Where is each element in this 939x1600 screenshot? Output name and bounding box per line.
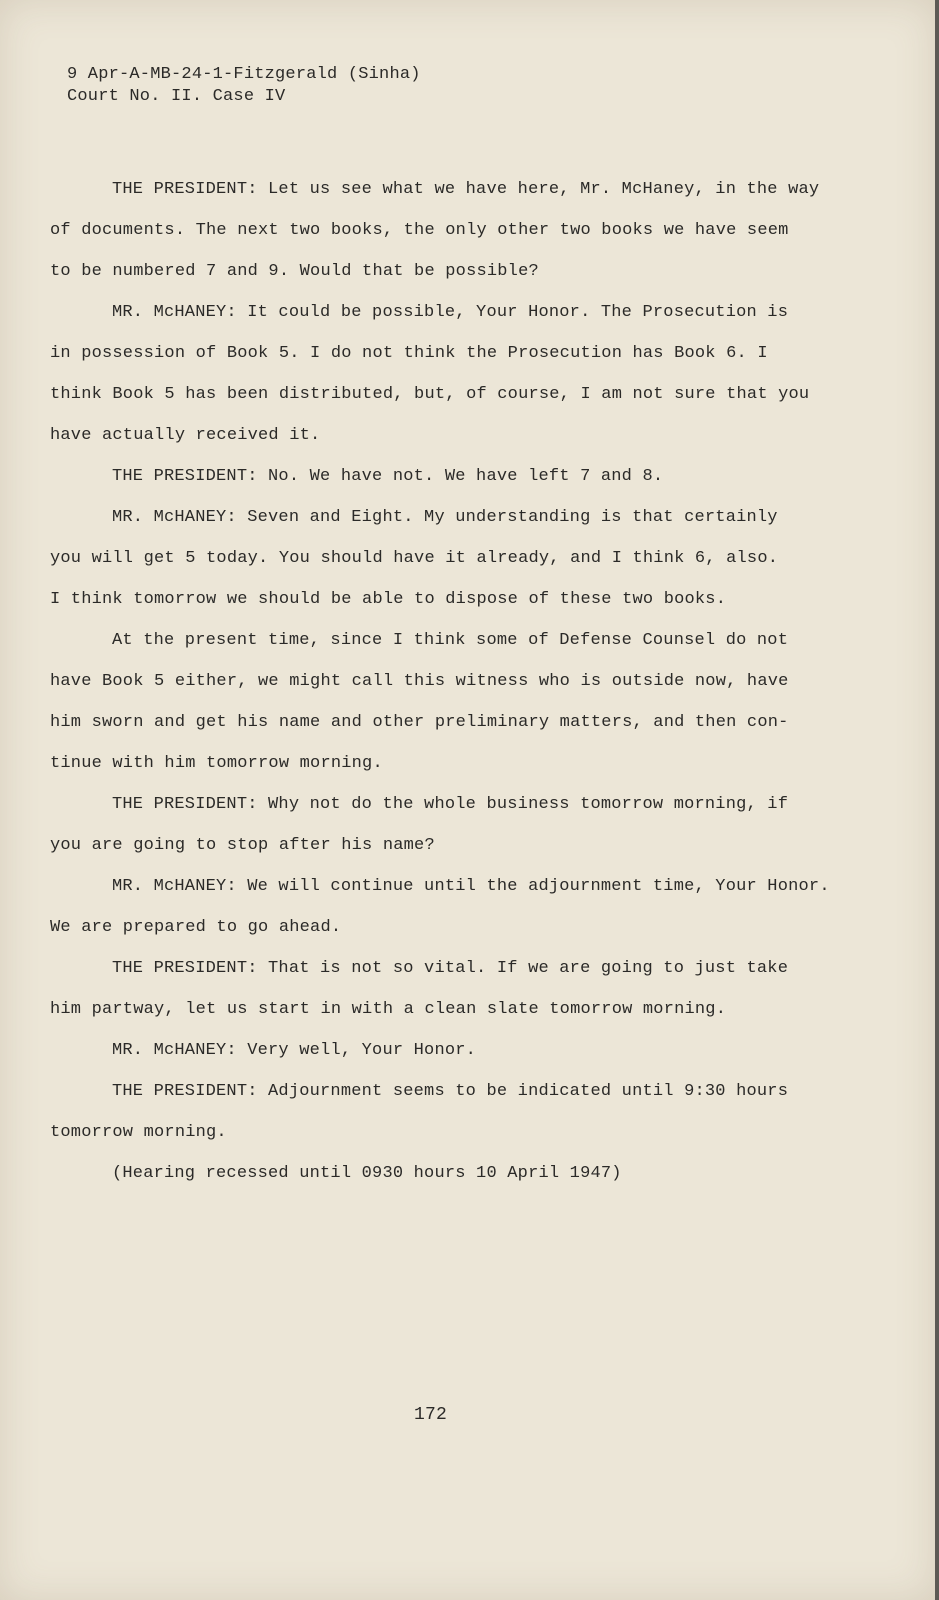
transcript-line: THE PRESIDENT: Let us see what we have here, Mr. McHaney, in the way [112,180,820,199]
transcript-line: of documents. The next two books, the only other two books we have seem [50,221,789,240]
transcript-line: MR. McHANEY: We will continue until the adjournment time, Your Honor. [112,877,830,896]
transcript-line: THE PRESIDENT: Why not do the whole business tomorrow morning, if [112,795,789,814]
transcript-line: THE PRESIDENT: Adjournment seems to be indicated until 9:30 hours [112,1082,789,1101]
transcript-line: I think tomorrow we should be able to dispose of these two books. [50,590,727,609]
transcript-line: him sworn and get his name and other preliminary matters, and then con- [50,713,789,732]
transcript-line: At the present time, since I think some of Defense Counsel do not [112,631,789,650]
scan-edge [935,0,939,1600]
transcript-line: have Book 5 either, we might call this witness who is outside now, have [50,672,789,691]
transcript-body [50,169,830,1194]
transcript-line: you are going to stop after his name? [50,836,435,855]
transcript-line: tinue with him tomorrow morning. [50,754,383,773]
document-header [67,64,421,108]
transcript-line: (Hearing recessed until 0930 hours 10 April 1947) [112,1164,622,1183]
transcript-line: in possession of Book 5. I do not think the Prosecution has Book 6. I [50,344,768,363]
transcript-line: MR. McHANEY: It could be possible, Your Honor. The Prosecution is [112,303,789,322]
transcript-line: think Book 5 has been distributed, but, of course, I am not sure that you [50,385,810,404]
transcript-line: have actually received it. [50,426,321,445]
page-number: 172 [414,1405,448,1425]
header-reference: 9 Apr-A-MB-24-1-Fitzgerald (Sinha) [67,65,421,84]
transcript-line: you will get 5 today. You should have it already, and I think 6, also. [50,549,779,568]
transcript-line: THE PRESIDENT: That is not so vital. If we are going to just take [112,959,789,978]
header-court-case: Court No. II. Case IV [67,87,286,106]
transcript-line: tomorrow morning. [50,1123,227,1142]
transcript-line: him partway, let us start in with a clean slate tomorrow morning. [50,1000,727,1019]
transcript-line: MR. McHANEY: Very well, Your Honor. [112,1041,477,1060]
transcript-line: MR. McHANEY: Seven and Eight. My understanding is that certainly [112,508,778,527]
transcript-line: to be numbered 7 and 9. Would that be possible? [50,262,539,281]
transcript-line: THE PRESIDENT: No. We have not. We have left 7 and 8. [112,467,664,486]
transcript-line: We are prepared to go ahead. [50,918,342,937]
